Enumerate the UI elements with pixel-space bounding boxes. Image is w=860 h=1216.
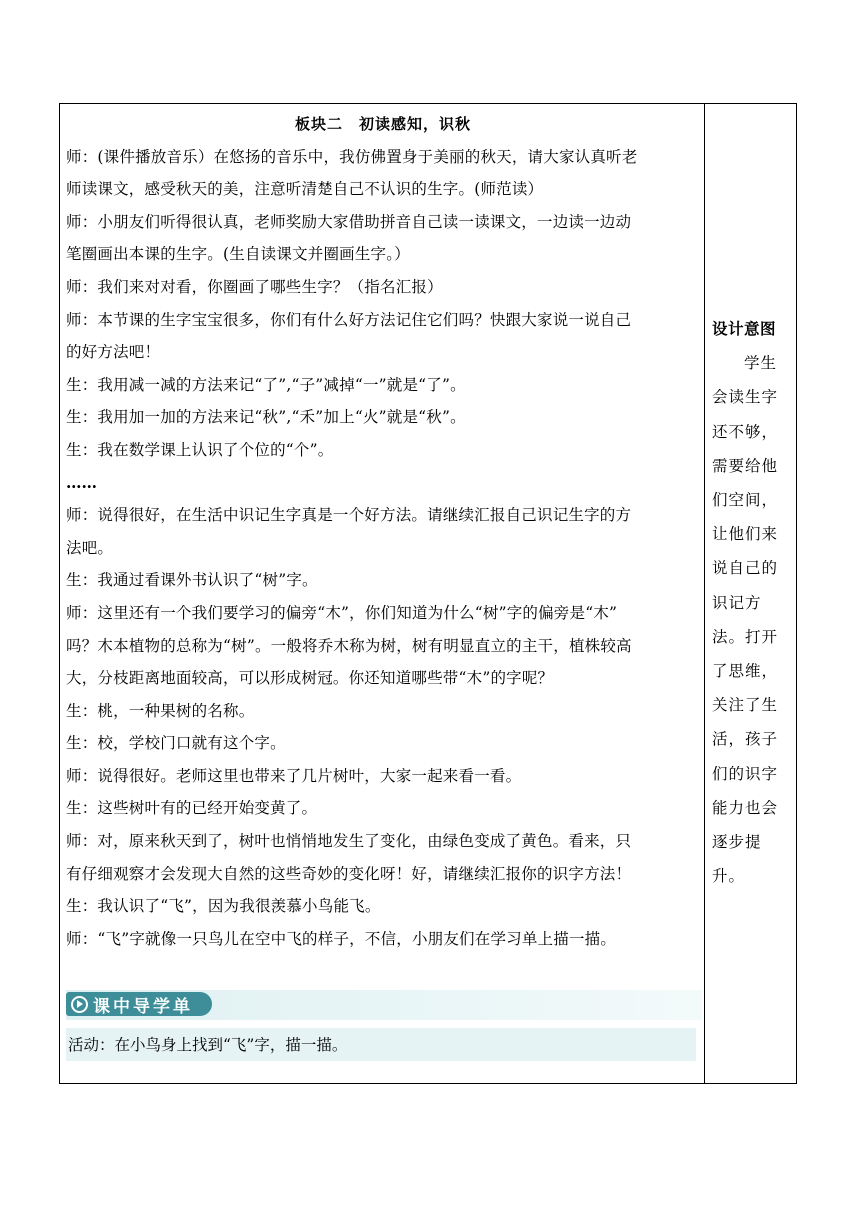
dialogue-line: 吗？木本植物的总称为“树”。一般将乔木称为树，树有明显直立的主干，植株较高 xyxy=(66,636,632,655)
activity-text: 活动：在小鸟身上找到“飞”字，描一描。 xyxy=(68,1036,348,1054)
dialogue-line: 师：(课件播放音乐）在悠扬的音乐中，我仿佛置身于美丽的秋天，请大家认真听老 xyxy=(66,147,638,166)
dialogue-line: 生：校，学校门口就有这个字。 xyxy=(66,734,286,753)
design-intent-body: 学生会读生字还不够，需要给他们空间，让他们来说自己的识记方法。打开了思维，关注了生活，孩子们的识字能力也会逐步提升。 xyxy=(712,354,779,886)
dialogue-line: 的好方法吧！ xyxy=(66,343,161,362)
dialogue-line: 师：本节课的生字宝宝很多，你们有什么好方法记住它们吗？快跟大家说一说自己 xyxy=(66,310,632,329)
play-circle-icon xyxy=(71,996,88,1013)
section-title: 板块二 初读感知，识秋 xyxy=(294,115,471,133)
dialogue-line: 生：我用减一减的方法来记“了”,“子”减掉“一”就是“了”。 xyxy=(66,375,466,394)
dialogue-line: 生：我通过看课外书认识了“树”字。 xyxy=(66,571,318,590)
dialogue-line: 法吧。 xyxy=(66,538,114,557)
dialogue-line: 师：“飞”字就像一只鸟儿在空中飞的样子，不信，小朋友们在学习单上描一描。 xyxy=(66,929,617,948)
design-intent-column xyxy=(712,312,788,893)
dialogue-line: 师：这里还有一个我们要学习的偏旁“木”，你们知道为什么“树”字的偏旁是“木” xyxy=(66,603,618,622)
dialogue-line: 师：对，原来秋天到了，树叶也悄悄地发生了变化，由绿色变成了黄色。看来，只 xyxy=(66,832,632,851)
main-column xyxy=(66,108,700,955)
dialogue-line: 生：我认识了“飞”，因为我很羡慕小鸟能飞。 xyxy=(66,897,381,916)
dialogue-line: 大，分枝距离地面较高，可以形成树冠。你还知道哪些带“木”的字呢？ xyxy=(66,669,554,688)
activity-box xyxy=(66,1028,696,1061)
dialogue-line: 师：说得很好。老师这里也带来了几片树叶，大家一起来看一看。 xyxy=(66,766,522,785)
dialogue-line: 生：这些树叶有的已经开始变黄了。 xyxy=(66,799,318,818)
dialogue-line: 师读课文，感受秋天的美，注意听清楚自己不认识的生字。(师范读） xyxy=(66,180,544,199)
dialogue-line: 生：我在数学课上认识了个位的“个”。 xyxy=(66,440,334,459)
guide-tag-label: 课中导学单 xyxy=(93,996,193,1017)
dialogue-line: 师：说得很好，在生活中识记生字真是一个好方法。请继续汇报自己识记生字的方 xyxy=(66,506,632,525)
guide-banner xyxy=(66,990,702,1020)
dialogue-line: 师：我们来对对看，你圈画了哪些生字？（指名汇报） xyxy=(66,277,443,296)
dialogue-line: 生：桃，一种果树的名称。 xyxy=(66,701,255,720)
column-divider xyxy=(704,103,705,1084)
ellipsis-line: …… xyxy=(66,472,97,492)
dialogue-line: 师：小朋友们听得很认真，老师奖励大家借助拼音自己读一读课文，一边读一边动 xyxy=(66,212,632,231)
design-intent-title: 设计意图 xyxy=(712,319,777,338)
guide-tag xyxy=(66,992,212,1016)
dialogue-line: 生：我用加一加的方法来记“秋”,“禾”加上“火”就是“秋”。 xyxy=(66,408,466,427)
dialogue-line: 有仔细观察才会发现大自然的这些奇妙的变化呀！好，请继续汇报你的识字方法！ xyxy=(66,864,632,883)
dialogue-line: 笔圈画出本课的生字。(生自读课文并圈画生字。） xyxy=(66,245,410,264)
